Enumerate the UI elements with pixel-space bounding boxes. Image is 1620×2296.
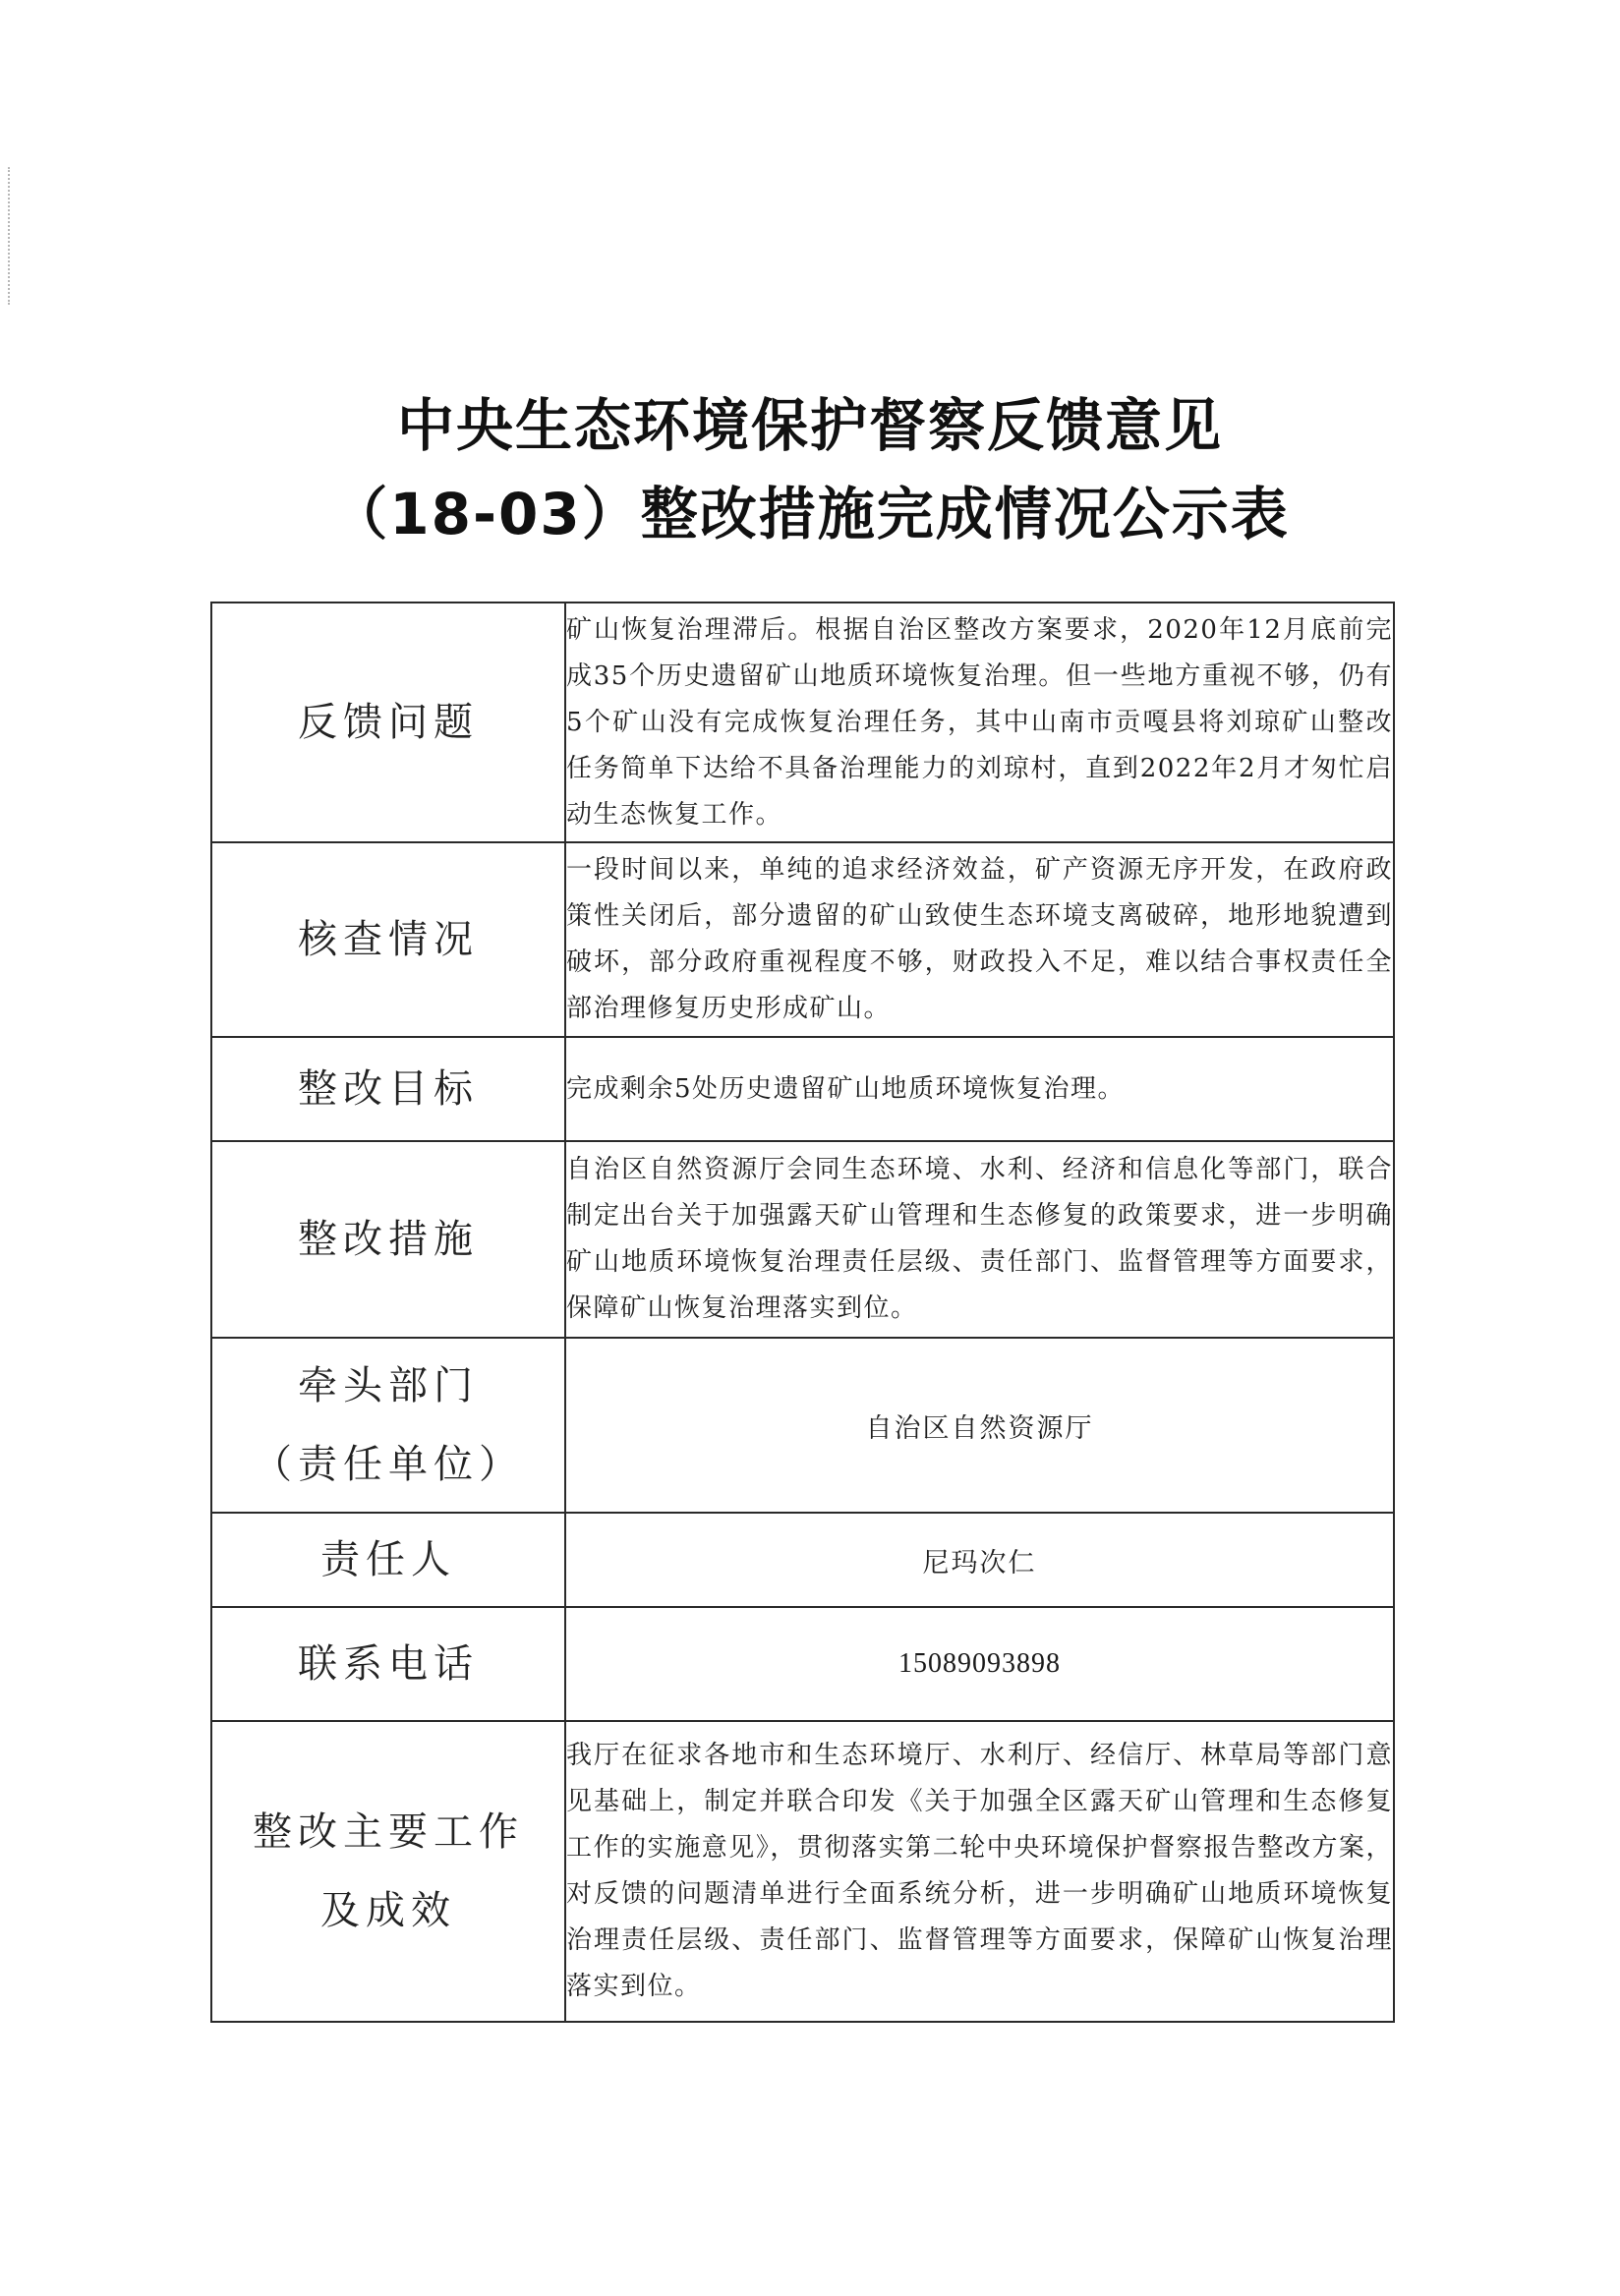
- content-feedback-issue: 矿山恢复治理滞后。根据自治区整改方案要求，2020年12月底前完成35个历史遗留矿山地质环境恢复治理。但一些地方重视不够，仍有5个矿山没有完成恢复治理任务，其中山南市贡嘎县将刘琼矿山整改任务简单下达给不具备治理能力的刘琼村，直到2022年2月才匆忙启动生态恢复工作。: [565, 603, 1394, 842]
- content-measures: 自治区自然资源厅会同生态环境、水利、经济和信息化等部门，联合制定出台关于加强露天矿山管理和生态修复的政策要求，进一步明确矿山地质环境恢复治理责任层级、责任部门、监督管理等方面要求，保障矿山恢复治理落实到位。: [565, 1141, 1394, 1338]
- label-main-work-results-line-2: 及成效: [320, 1888, 456, 1933]
- row-verification: [211, 842, 1394, 1037]
- content-main-work-results: 我厅在征求各地市和生态环境厅、水利厅、经信厅、林草局等部门意见基础上，制定并联合印发《关于加强全区露天矿山管理和生态修复工作的实施意见》，贯彻落实第二轮中央环境保护督察报告整改方案，对反馈的问题清单进行全面系统分析，进一步明确矿山地质环境恢复治理责任层级、责任部门、监督管理等方面要求，保障矿山恢复治理落实到位。: [565, 1721, 1394, 2022]
- row-responsible-person: [211, 1513, 1394, 1607]
- content-verification: 一段时间以来，单纯的追求经济效益，矿产资源无序开发，在政府政策性关闭后，部分遗留的矿山致使生态环境支离破碎，地形地貌遭到破坏，部分政府重视程度不够，财政投入不足，难以结合事权责任全部治理修复历史形成矿山。: [565, 842, 1394, 1037]
- label-main-work-results: [211, 1721, 565, 2022]
- content-target: 完成剩余5处历史遗留矿山地质环境恢复治理。: [565, 1037, 1394, 1141]
- rectification-table: [210, 602, 1395, 2023]
- row-target: [211, 1037, 1394, 1141]
- row-main-work-results: [211, 1721, 1394, 2022]
- row-feedback-issue: [211, 603, 1394, 842]
- label-main-work-results-line-1: 整改主要工作: [253, 1809, 524, 1855]
- label-target: 整改目标: [211, 1037, 565, 1141]
- row-measures: [211, 1141, 1394, 1338]
- row-lead-department: [211, 1338, 1394, 1513]
- label-responsible-person: 责任人: [211, 1513, 565, 1607]
- label-contact-phone: 联系电话: [211, 1607, 565, 1721]
- label-verification: 核查情况: [211, 842, 565, 1037]
- title-line-2: （18-03）整改措施完成情况公示表: [330, 481, 1290, 547]
- label-lead-department-line-1: 牵头部门: [298, 1363, 479, 1408]
- document-title: [0, 381, 1620, 558]
- scan-edge-marks: [8, 167, 14, 305]
- label-lead-department-line-2: （责任单位）: [253, 1442, 524, 1487]
- content-lead-department: 自治区自然资源厅: [565, 1338, 1394, 1513]
- content-responsible-person: 尼玛次仁: [565, 1513, 1394, 1607]
- content-contact-phone: 15089093898: [565, 1607, 1394, 1721]
- label-feedback-issue: 反馈问题: [211, 603, 565, 842]
- label-lead-department: [211, 1338, 565, 1513]
- row-contact-phone: [211, 1607, 1394, 1721]
- label-measures: 整改措施: [211, 1141, 565, 1338]
- title-line-1: 中央生态环境保护督察反馈意见: [396, 392, 1223, 459]
